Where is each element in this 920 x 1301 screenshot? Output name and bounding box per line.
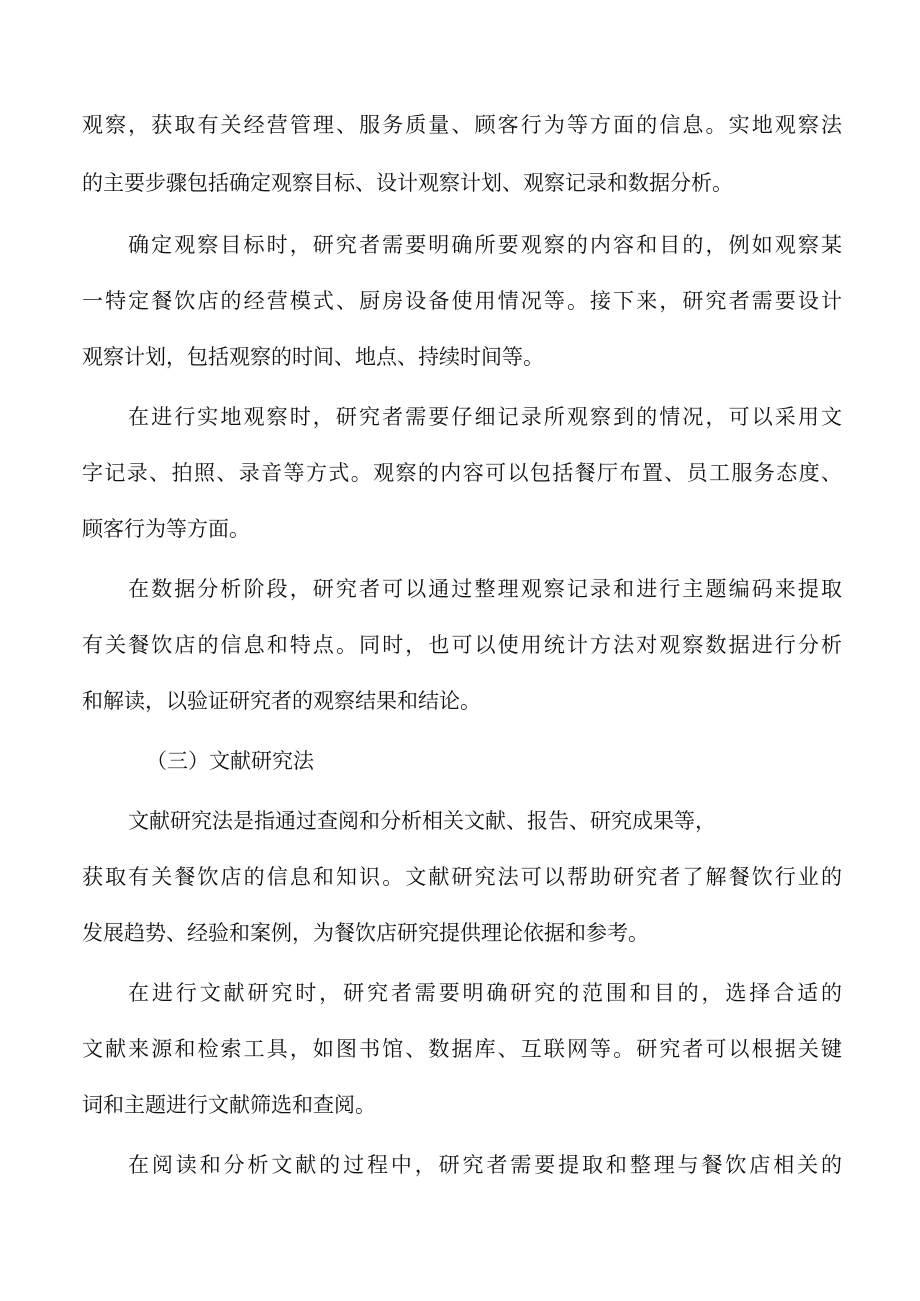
paragraph-line: 顾客行为等方面。 xyxy=(82,517,250,541)
paragraph-line: 一特定餐饮店的经营模式、厨房设备使用情况等。接下来，研究者需要设计 xyxy=(82,289,842,313)
paragraph-line: 发展趋势、经验和案例，为餐饮店研究提供理论依据和参考。 xyxy=(82,921,649,945)
paragraph-line: 观察计划，包括观察的时间、地点、持续时间等。 xyxy=(82,345,544,369)
paragraph-line: 在阅读和分析文献的过程中，研究者需要提取和整理与餐饮店相关的 xyxy=(128,1153,842,1177)
paragraph-line: 文献研究法是指通过查阅和分析相关文献、报告、研究成果等， xyxy=(128,809,716,833)
paragraph-line: 词和主题进行文献筛选和查阅。 xyxy=(82,1093,376,1117)
paragraph-line: 在进行文献研究时，研究者需要明确研究的范围和目的，选择合适的 xyxy=(128,981,842,1005)
paragraph-line: 在数据分析阶段，研究者可以通过整理观察记录和进行主题编码来提取 xyxy=(128,577,842,601)
paragraph-line: 和解读，以验证研究者的观察结果和结论。 xyxy=(82,689,481,713)
paragraph-line: 字记录、拍照、录音等方式。观察的内容可以包括餐厅布置、员工服务态度、 xyxy=(82,461,842,485)
paragraph-line: 确定观察目标时，研究者需要明确所要观察的内容和目的，例如观察某 xyxy=(128,233,842,257)
paragraph-line: 有关餐饮店的信息和特点。同时，也可以使用统计方法对观察数据进行分析 xyxy=(82,633,842,657)
section-heading: （三）文献研究法 xyxy=(146,749,314,773)
paragraph-line: 文献来源和检索工具，如图书馆、数据库、互联网等。研究者可以根据关键 xyxy=(82,1037,842,1061)
paragraph-line: 获取有关餐饮店的信息和知识。文献研究法可以帮助研究者了解餐饮行业的 xyxy=(82,865,842,889)
paragraph-line: 在进行实地观察时，研究者需要仔细记录所观察到的情况，可以采用文 xyxy=(128,405,842,429)
paragraph-line: 观察，获取有关经营管理、服务质量、顾客行为等方面的信息。实地观察法 xyxy=(82,113,842,137)
paragraph-line: 的主要步骤包括确定观察目标、设计观察计划、观察记录和数据分析。 xyxy=(82,171,733,195)
